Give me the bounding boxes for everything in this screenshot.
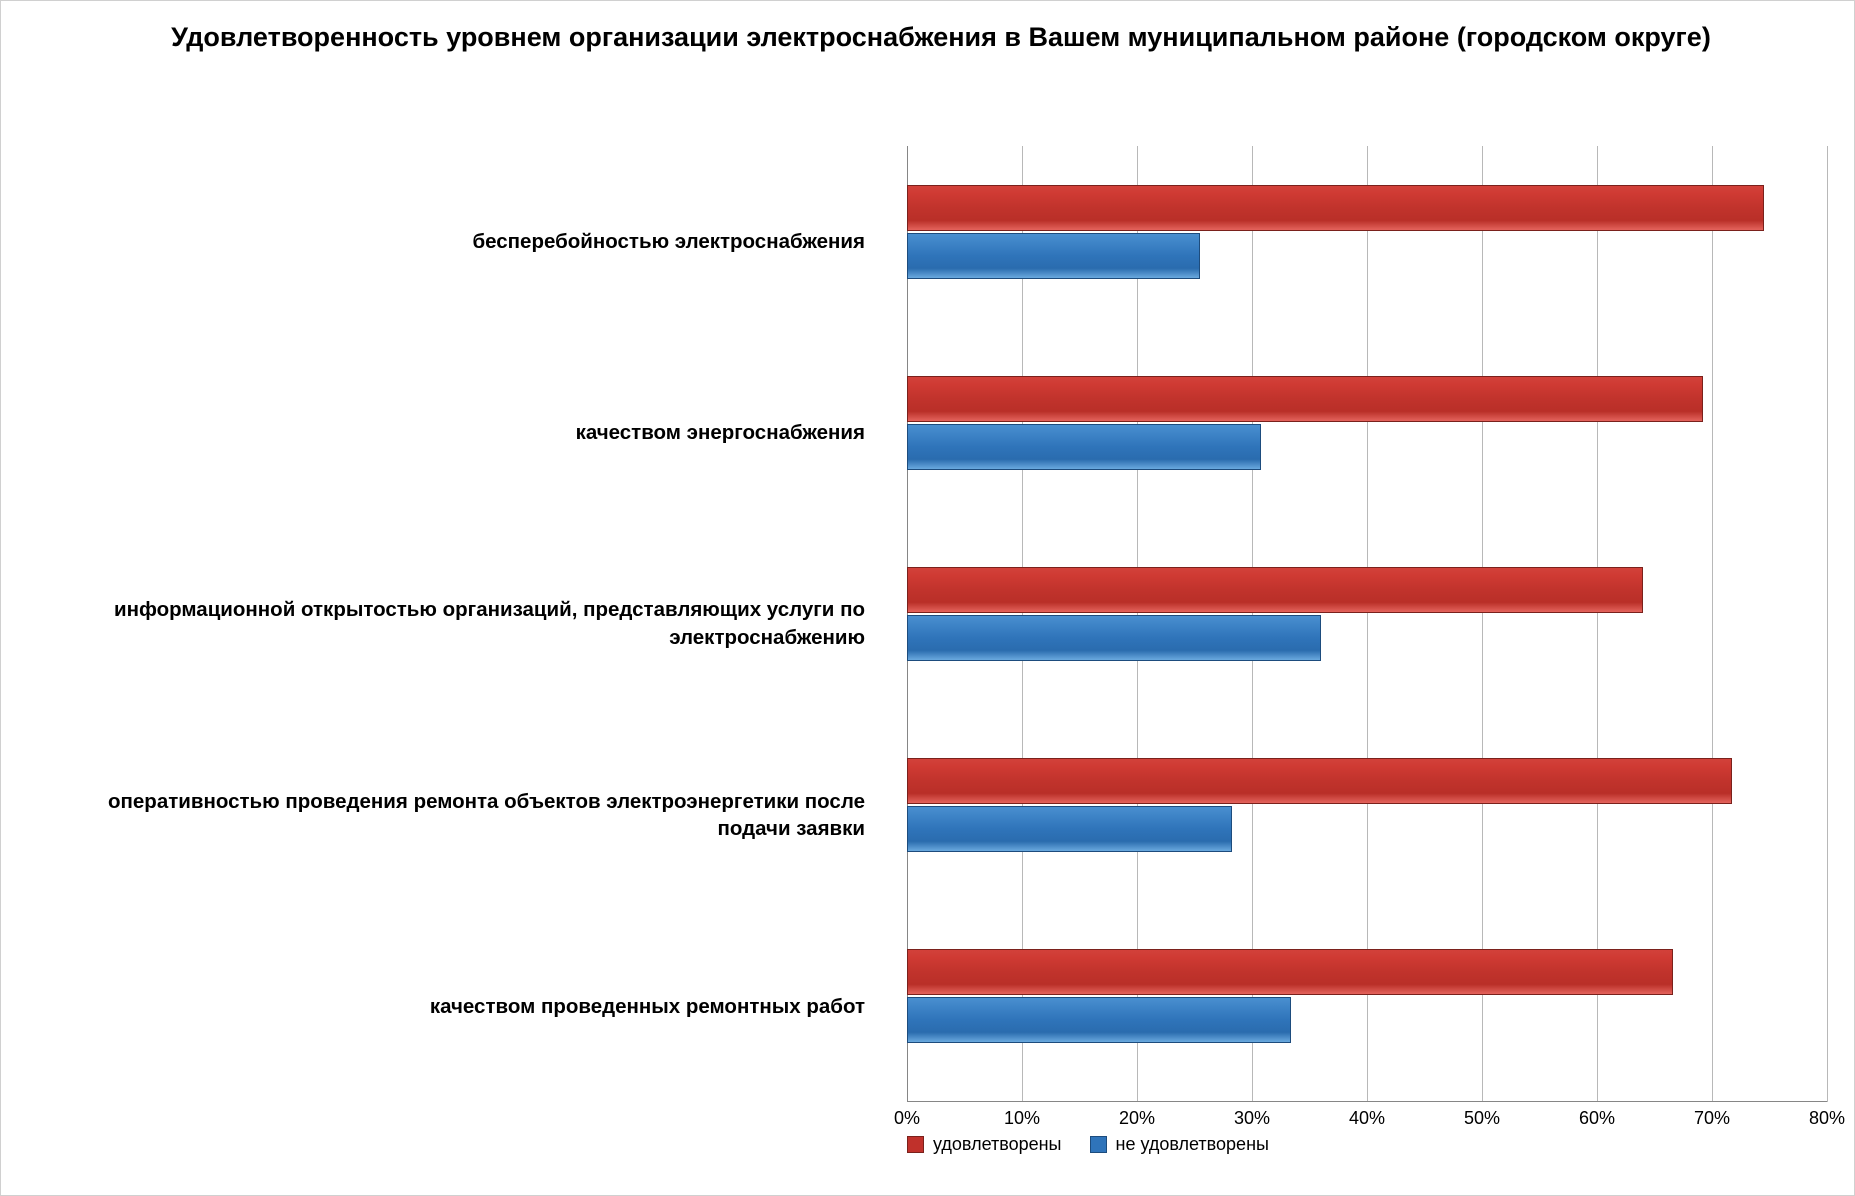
- legend-swatch-icon: [1090, 1136, 1107, 1153]
- chart-category-group: [907, 720, 1827, 911]
- y-axis-category-label: качеством проведенных ремонтных работ: [429, 994, 865, 1018]
- bar-satisfied: [907, 567, 1643, 613]
- legend-item[interactable]: [1090, 1134, 1269, 1155]
- y-axis-category-label: оперативностью проведения ремонта объектов электроэнергетики после подачи заявки: [108, 789, 865, 841]
- chart-category-group: [907, 337, 1827, 528]
- bar-not-satisfied: [907, 997, 1291, 1043]
- bar-not-satisfied: [907, 233, 1200, 279]
- x-axis-tick-label: 10%: [1003, 1108, 1041, 1128]
- y-axis-category-label: информационной открытостью организаций, представляющих услуги по электроснабжению: [113, 598, 865, 649]
- legend-item[interactable]: [907, 1134, 1062, 1155]
- chart-legend: [907, 1134, 1269, 1155]
- x-axis-tick-label: 60%: [1578, 1108, 1616, 1128]
- x-axis-tick-label: 30%: [1233, 1108, 1271, 1128]
- y-axis-category-label: бесперебойностью электроснабжения: [472, 229, 865, 253]
- gridline: [1827, 146, 1828, 1102]
- bar-not-satisfied: [907, 806, 1232, 852]
- legend-item-label: не удовлетворены: [1115, 1134, 1269, 1154]
- chart-title: Удовлетворенность уровнем организации электроснабжения в Вашем муниципальном районе (городском округе): [171, 22, 1711, 52]
- chart-category-group: [907, 146, 1827, 337]
- bar-satisfied: [907, 758, 1732, 804]
- bar-satisfied: [907, 376, 1703, 422]
- bar-not-satisfied: [907, 424, 1261, 470]
- bar-satisfied: [907, 949, 1673, 995]
- legend-item-label: удовлетворены: [933, 1134, 1062, 1154]
- chart-category-group: [907, 528, 1827, 719]
- x-axis-tick-label: 70%: [1693, 1108, 1731, 1128]
- x-axis-tick-label: 20%: [1118, 1108, 1156, 1128]
- x-axis-tick-label: 0%: [893, 1108, 921, 1128]
- bar-not-satisfied: [907, 615, 1321, 661]
- bar-satisfied: [907, 185, 1764, 231]
- chart-category-group: [907, 911, 1827, 1102]
- x-axis-tick-label: 50%: [1463, 1108, 1501, 1128]
- y-axis-category-label: качеством энергоснабжения: [575, 420, 865, 444]
- legend-swatch-icon: [907, 1136, 924, 1153]
- plot-area: [108, 146, 1846, 1128]
- x-axis-tick-label: 80%: [1808, 1108, 1846, 1128]
- x-axis-tick-label: 40%: [1348, 1108, 1386, 1128]
